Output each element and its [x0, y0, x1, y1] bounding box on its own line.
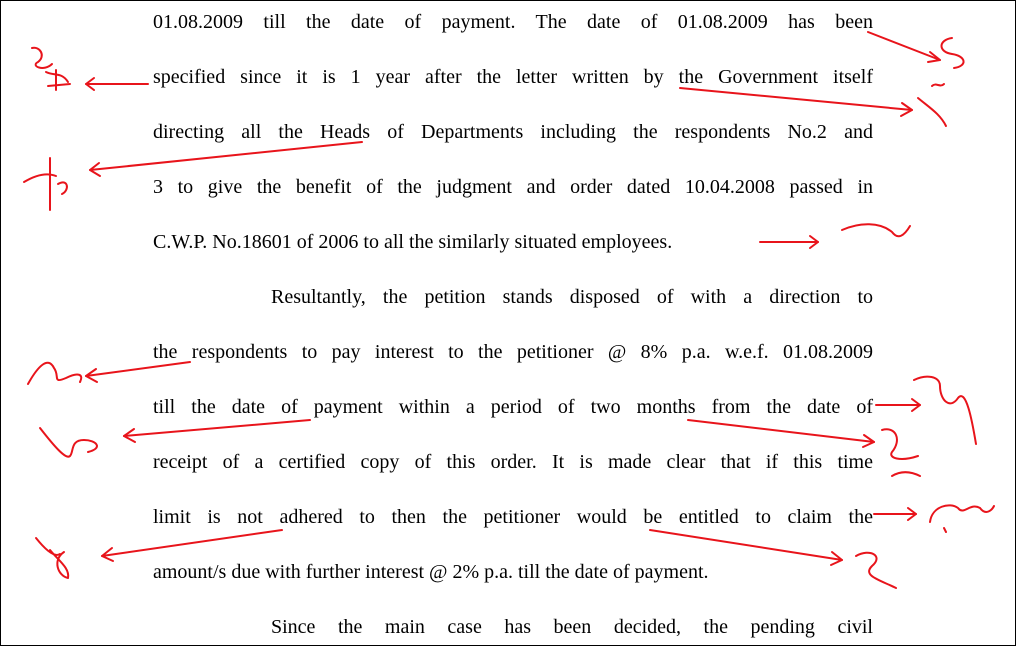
text-line-10: limit is not adhered to then the petitioner would be entitled to claim the [153, 506, 873, 528]
text-line-4: 3 to give the benefit of the judgment and order dated 10.04.2008 passed in [153, 176, 873, 198]
text-line-1: 01.08.2009 till the date of payment. The date of 01.08.2009 has been [153, 11, 873, 33]
text-line-9: receipt of a certified copy of this order. It is made clear that if this time [153, 451, 873, 473]
text-line-12: Since the main case has been decided, the pending civil [271, 616, 873, 638]
text-line-2: specified since it is 1 year after the letter written by the Government itself [153, 66, 873, 88]
text-line-7: the respondents to pay interest to the petitioner @ 8% p.a. w.e.f. 01.08.2009 [153, 341, 873, 363]
text-line-5: C.W.P. No.18601 of 2006 to all the similarly situated employees. [153, 231, 673, 253]
text-line-8: till the date of payment within a period of two months from the date of [153, 396, 873, 418]
text-line-6: Resultantly, the petition stands disposed of with a direction to [271, 286, 873, 308]
text-line-11: amount/s due with further interest @ 2% p.a. till the date of payment. [153, 561, 709, 583]
text-line-3: directing all the Heads of Departments including the respondents No.2 and [153, 121, 873, 143]
